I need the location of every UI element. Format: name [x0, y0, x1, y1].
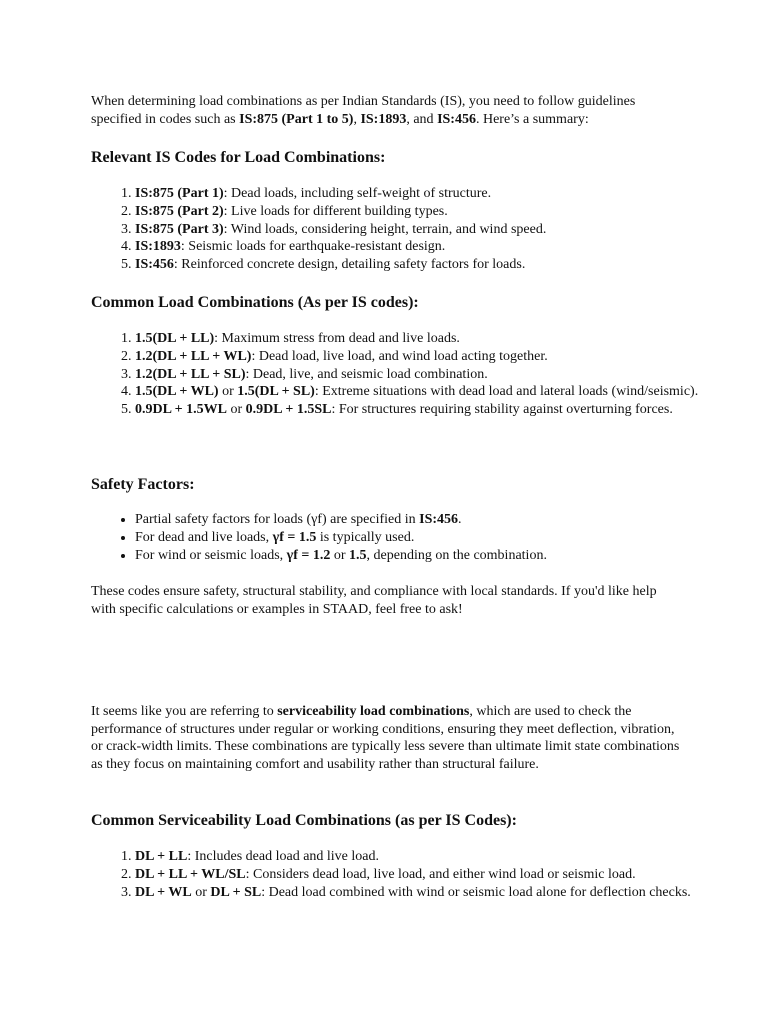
combination-item [135, 366, 725, 384]
text-run: When determining load combinations as per Indian Standards (IS), you need to follow guidelines specified in codes such as [91, 94, 636, 127]
text-run: Partial safety factors for loads (γf) are specified in [135, 512, 420, 527]
text-run: : Reinforced concrete design, detailing safety factors for loads. [173, 257, 526, 273]
bold-text: 1.2(DL + LL + SL) [135, 366, 246, 382]
text-run: . [458, 512, 462, 527]
text-run: , which are used to check the performance of structures under regular or working conditions, ensuring they meet deflection, vibration, or crack-width limits. These combinations are typically less severe than ultimate limit state combinations as they focus on maintaining comfort and usability rather than structural failure. [91, 704, 680, 772]
common-combinations-list [91, 330, 725, 419]
bold-text: IS:1893 [360, 111, 407, 127]
text-run: : Maximum stress from dead and live loads. [214, 331, 460, 346]
text-run: , and [406, 111, 438, 127]
relevant-code-item [135, 185, 725, 203]
text-run: : Dead loads, including self-weight of structure. [223, 186, 492, 201]
serviceability-item [135, 884, 725, 902]
bold-text: IS:456 [419, 512, 459, 527]
safety-factors-heading: Safety Factors: [91, 476, 195, 493]
bold-text: DL + LL + WL/SL [135, 866, 246, 882]
text-run: , depending on the combination. [366, 547, 547, 563]
text-run: or [218, 384, 238, 400]
text-run: or [330, 547, 350, 563]
serviceability-list [91, 848, 725, 901]
bold-text: 1.5(DL + WL) [135, 384, 219, 400]
bold-text: IS:875 (Part 3) [135, 221, 224, 237]
text-run: For dead and live loads, [135, 529, 273, 545]
safety-factor-item [135, 529, 725, 547]
serviceability-item [135, 866, 725, 884]
relevant-codes-list [91, 185, 725, 274]
text-run: : Dead, live, and seismic load combination. [245, 366, 488, 382]
text-run: : Seismic loads for earthquake-resistant design. [180, 239, 446, 255]
bold-text: 1.5(DL + LL) [135, 331, 215, 346]
bold-text: IS:875 (Part 1) [135, 186, 224, 201]
bold-text: 1.5 [349, 547, 367, 563]
bold-text: serviceability load combinations [277, 704, 470, 719]
closing-paragraph [91, 583, 681, 618]
text-run: : Includes dead load and live load. [187, 849, 380, 864]
serviceability-item [135, 848, 725, 866]
combination-item [135, 383, 725, 401]
text-run: is typically used. [316, 529, 415, 545]
text-run: : For structures requiring stability against overturning forces. [331, 402, 673, 418]
combination-item [135, 348, 725, 366]
relevant-code-item [135, 221, 725, 239]
safety-factors-list [91, 511, 725, 564]
text-run: , [353, 111, 361, 127]
safety-factor-item [135, 511, 725, 529]
common-combinations-heading: Common Load Combinations (As per IS codes): [91, 294, 419, 311]
text-run: or [227, 402, 246, 418]
bold-text: 0.9DL + 1.5WL [135, 402, 227, 418]
combination-item [135, 330, 725, 348]
text-run: : Dead load, live load, and wind load acting together. [251, 348, 548, 364]
bold-text: IS:875 (Part 1 to 5) [239, 111, 354, 127]
bold-text: 1.2(DL + LL + WL) [135, 348, 252, 364]
bold-text: IS:875 (Part 2) [135, 203, 224, 219]
bold-text: γf = 1.5 [272, 529, 317, 545]
bold-text: DL + WL [135, 884, 192, 900]
text-run: : Dead load combined with wind or seismic load alone for deflection checks. [261, 884, 691, 900]
text-run: For wind or seismic loads, [135, 547, 287, 563]
bold-text: DL + LL [135, 849, 188, 864]
text-run: or [191, 884, 211, 900]
relevant-code-item [135, 238, 725, 256]
bold-text: γf = 1.2 [286, 547, 331, 563]
bold-text: IS:456 [437, 111, 476, 127]
intro-paragraph [91, 93, 681, 128]
text-run: : Considers dead load, live load, and either wind load or seismic load. [245, 866, 636, 882]
text-run: It seems like you are referring to [91, 704, 278, 719]
text-run: These codes ensure safety, structural stability, and compliance with local standards. If you'd like help with specific calculations or examples in STAAD, feel free to ask! [91, 584, 657, 617]
bold-text: IS:456 [135, 257, 174, 273]
text-run: . Here’s a summary: [475, 111, 589, 127]
relevant-codes-heading: Relevant IS Codes for Load Combinations: [91, 149, 386, 166]
combination-item [135, 401, 725, 419]
text-run: : Extreme situations with dead load and lateral loads (wind/seismic). [314, 384, 699, 400]
bold-text: 0.9DL + 1.5SL [245, 402, 332, 418]
bold-text: DL + SL [210, 884, 262, 900]
text-run: : Wind loads, considering height, terrain, and wind speed. [223, 221, 547, 237]
bold-text: 1.5(DL + SL) [237, 384, 315, 400]
text-run: : Live loads for different building types. [223, 203, 448, 219]
serviceability-heading: Common Serviceability Load Combinations (as per IS Codes): [91, 812, 517, 829]
relevant-code-item [135, 256, 725, 274]
serviceability-intro-paragraph [91, 703, 681, 773]
bold-text: IS:1893 [135, 239, 181, 255]
relevant-code-item [135, 203, 725, 221]
safety-factor-item [135, 547, 725, 565]
